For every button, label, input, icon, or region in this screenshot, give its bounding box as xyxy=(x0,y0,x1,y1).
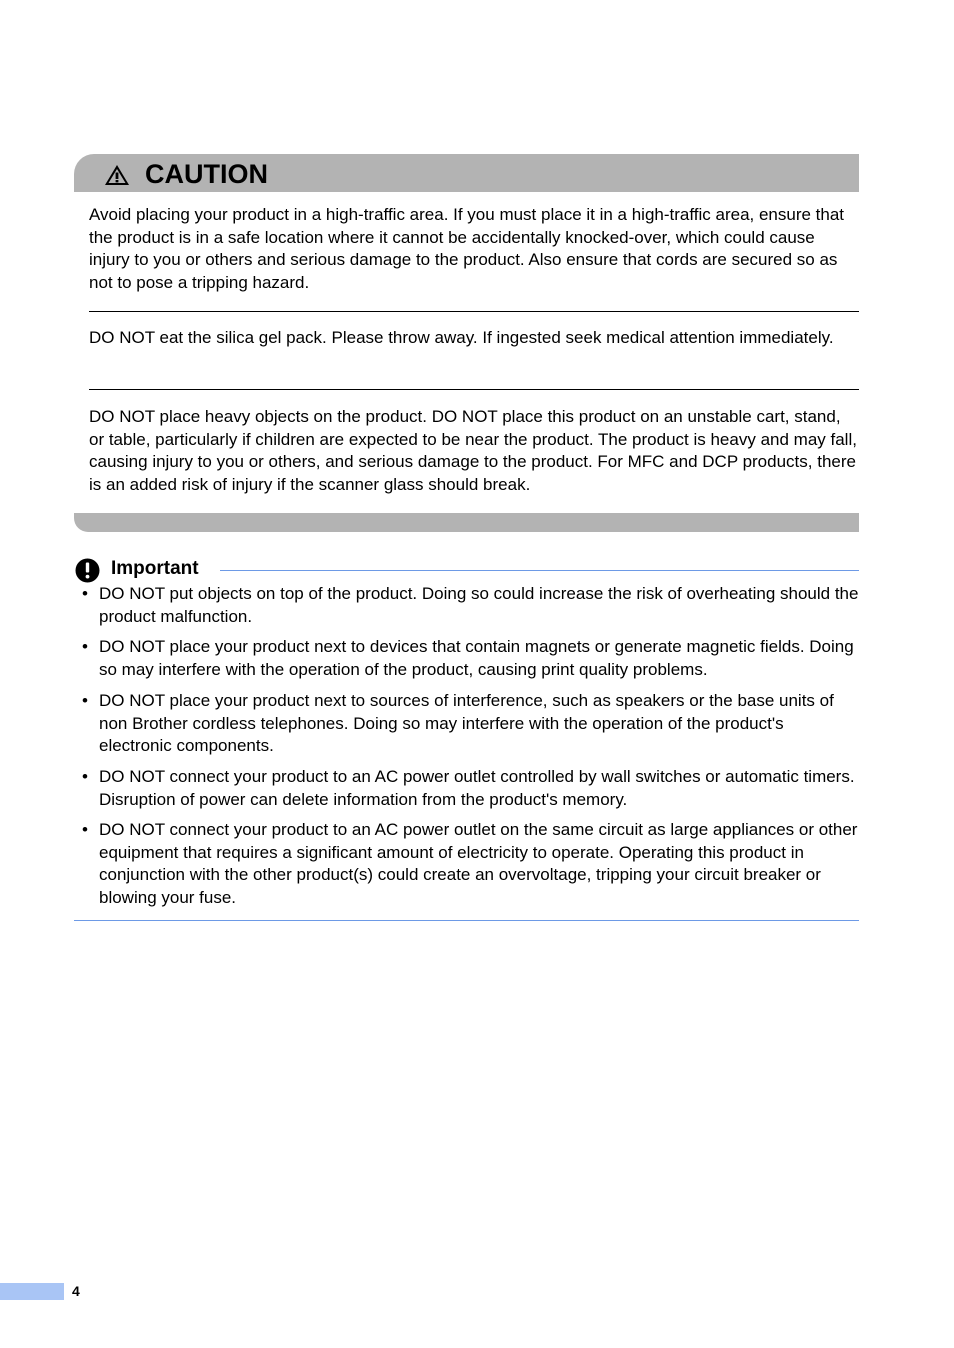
page-number: 4 xyxy=(72,1283,80,1299)
exclamation-circle-icon xyxy=(75,558,100,583)
list-item-text: DO NOT connect your product to an AC power outlet on the same circuit as large appliances or other equipment that requires a significant amount of electricity to operate. Operating this product in conjunction with the other product(s) could create an overvoltage, tripping your circuit breaker or blowing your fuse. xyxy=(99,820,858,907)
list-item-text: DO NOT place your product next to devices that contain magnets or generate magnetic fields. Doing so may interfere with the operation of the product, causing print quality problems. xyxy=(99,637,854,679)
caution-paragraph-1: Avoid placing your product in a high-traffic area. If you must place it in a high-traffic area, ensure that the product is in a safe location where it cannot be accidentally knocked-over, which could cause injury to you or others and serious damage to the product. Also ensure that cords are secured so as not to pose a tripping hazard. xyxy=(89,205,845,292)
warning-triangle-icon xyxy=(104,164,130,186)
list-item-text: DO NOT place your product next to sources of interference, such as speakers or the base units of non Brother cordless telephones. Doing so may interfere with the operation of the product's electronic components. xyxy=(99,691,834,755)
important-top-rule xyxy=(220,570,859,571)
divider xyxy=(89,389,859,390)
bullet: • xyxy=(82,691,88,710)
bullet: • xyxy=(82,584,88,603)
caution-header xyxy=(74,154,859,192)
page-tab-marker xyxy=(0,1283,64,1300)
bullet: • xyxy=(82,767,88,786)
caution-paragraph-3: DO NOT place heavy objects on the product. DO NOT place this product on an unstable cart, stand, or table, particularly if children are expected to be near the product. The product is heavy and may fall, causing injury to you or others, and serious damage to the product. For MFC and DCP products, there is an added risk of injury if the scanner glass should break. xyxy=(89,407,857,494)
important-title: Important xyxy=(111,558,199,579)
caution-title: CAUTION xyxy=(145,159,268,189)
divider xyxy=(89,311,859,312)
list-item-text: DO NOT connect your product to an AC power outlet controlled by wall switches or automatic timers. Disruption of power can delete information from the product's memory. xyxy=(99,767,855,809)
caution-footer-bar xyxy=(74,513,859,532)
caution-paragraph-2: DO NOT eat the silica gel pack. Please throw away. If ingested seek medical attention immediately. xyxy=(89,328,834,347)
list-item-text: DO NOT put objects on top of the product. Doing so could increase the risk of overheating should the product malfunction. xyxy=(99,584,859,626)
bullet: • xyxy=(82,820,88,839)
important-bottom-rule xyxy=(74,920,859,921)
bullet: • xyxy=(82,637,88,656)
